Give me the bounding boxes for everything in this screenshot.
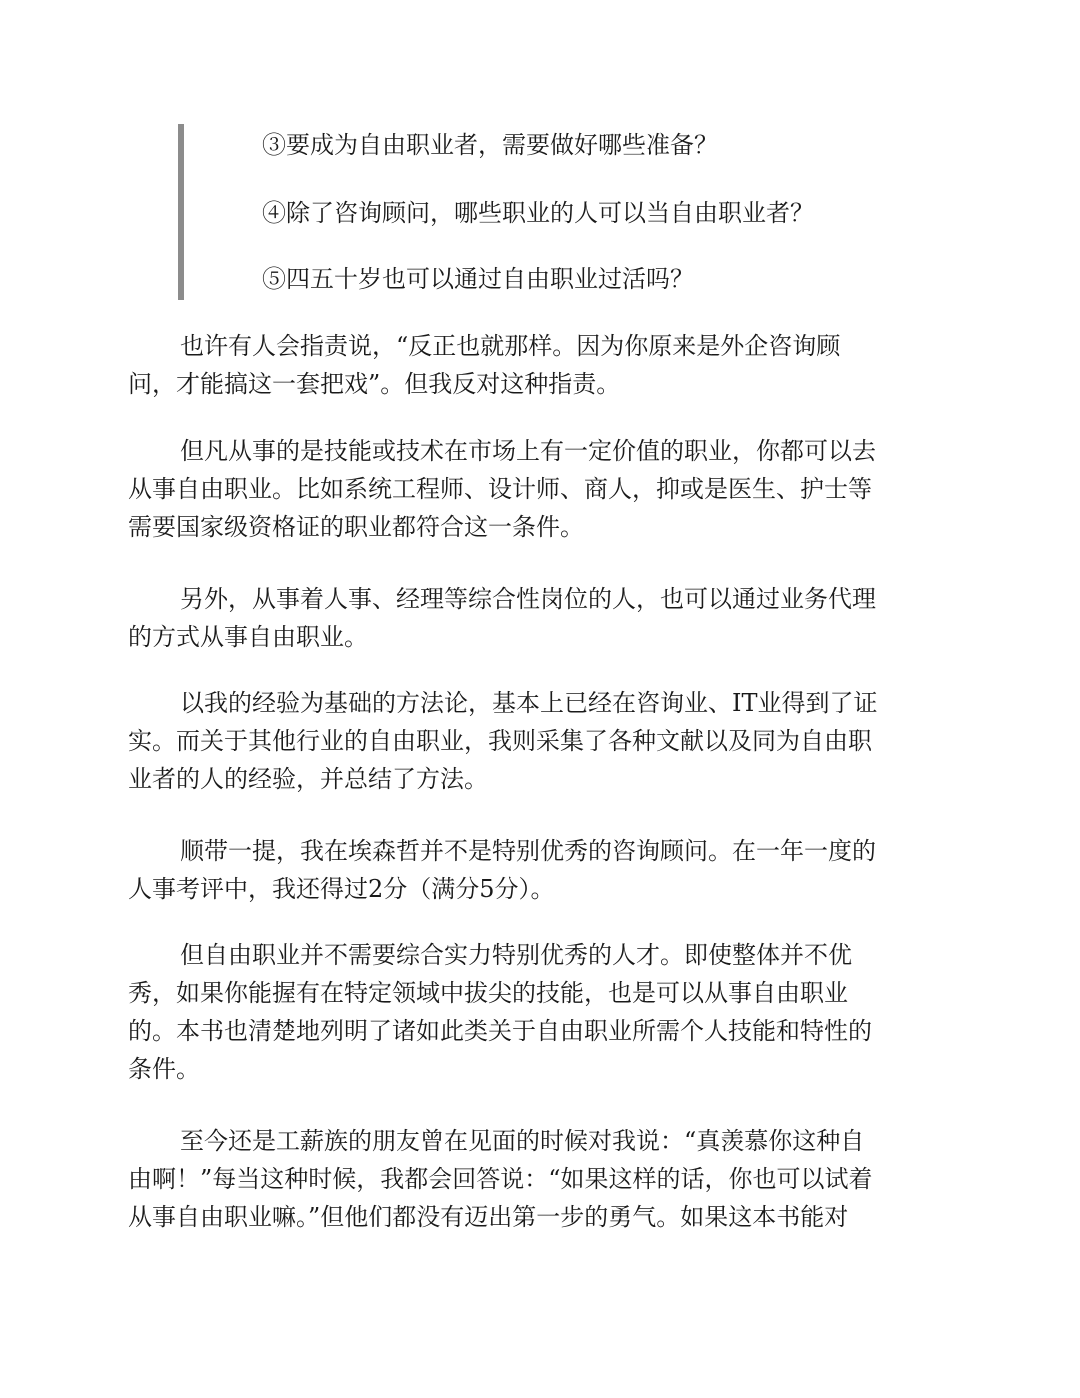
paragraph [128, 580, 958, 656]
paragraph [128, 832, 958, 908]
paragraph-line: 实。而关于其他行业的自由职业，我则采集了各种文献以及同为自由职 [128, 727, 872, 755]
paragraph [128, 1122, 958, 1236]
paragraph-line: 但凡从事的是技能或技术在市场上有一定价值的职业，你都可以去 [180, 437, 876, 465]
paragraph-line: 的方式从事自由职业。 [128, 623, 368, 651]
paragraph-line: 另外，从事着人事、经理等综合性岗位的人，也可以通过业务代理 [180, 585, 876, 613]
paragraph-line: 从事自由职业。比如系统工程师、设计师、商人，抑或是医生、护士等 [128, 475, 872, 503]
paragraph-line: 由啊！”每当这种时候，我都会回答说：“如果这样的话，你也可以试着 [128, 1165, 873, 1193]
paragraph-line: 问，才能搞这一套把戏”。但我反对这种指责。 [128, 370, 621, 398]
paragraph-line: 人事考评中，我还得过2分（满分5分）。 [128, 875, 555, 903]
paragraph-line: 的。本书也清楚地列明了诸如此类关于自由职业所需个人技能和特性的 [128, 1017, 872, 1045]
question-item: ③要成为自由职业者，需要做好哪些准备？ [262, 131, 718, 159]
question-item: ④除了咨询顾问，哪些职业的人可以当自由职业者？ [262, 199, 814, 227]
quote-bar [178, 124, 184, 300]
paragraph-line: 需要国家级资格证的职业都符合这一条件。 [128, 513, 584, 541]
paragraph-line: 至今还是工薪族的朋友曾在见面的时候对我说：“真羡慕你这种自 [180, 1127, 865, 1155]
paragraph [128, 432, 958, 546]
question-item: ⑤四五十岁也可以通过自由职业过活吗？ [262, 265, 694, 293]
paragraph [128, 936, 958, 1088]
paragraph-line: 但自由职业并不需要综合实力特别优秀的人才。即使整体并不优 [180, 941, 852, 969]
paragraph-line: 业者的人的经验，并总结了方法。 [128, 765, 488, 793]
paragraph-line: 顺带一提，我在埃森哲并不是特别优秀的咨询顾问。在一年一度的 [180, 837, 876, 865]
paragraph-line: 也许有人会指责说，“反正也就那样。因为你原来是外企咨询顾 [180, 332, 841, 360]
paragraph-line: 以我的经验为基础的方法论，基本上已经在咨询业、IT业得到了证 [180, 689, 878, 717]
paragraph-line: 秀，如果你能握有在特定领域中拔尖的技能，也是可以从事自由职业 [128, 979, 848, 1007]
paragraph [128, 327, 958, 403]
question-list [178, 124, 938, 300]
paragraph-line: 从事自由职业嘛。”但他们都没有迈出第一步的勇气。如果这本书能对 [128, 1203, 849, 1231]
paragraph-line: 条件。 [128, 1055, 200, 1083]
paragraph [128, 684, 958, 798]
